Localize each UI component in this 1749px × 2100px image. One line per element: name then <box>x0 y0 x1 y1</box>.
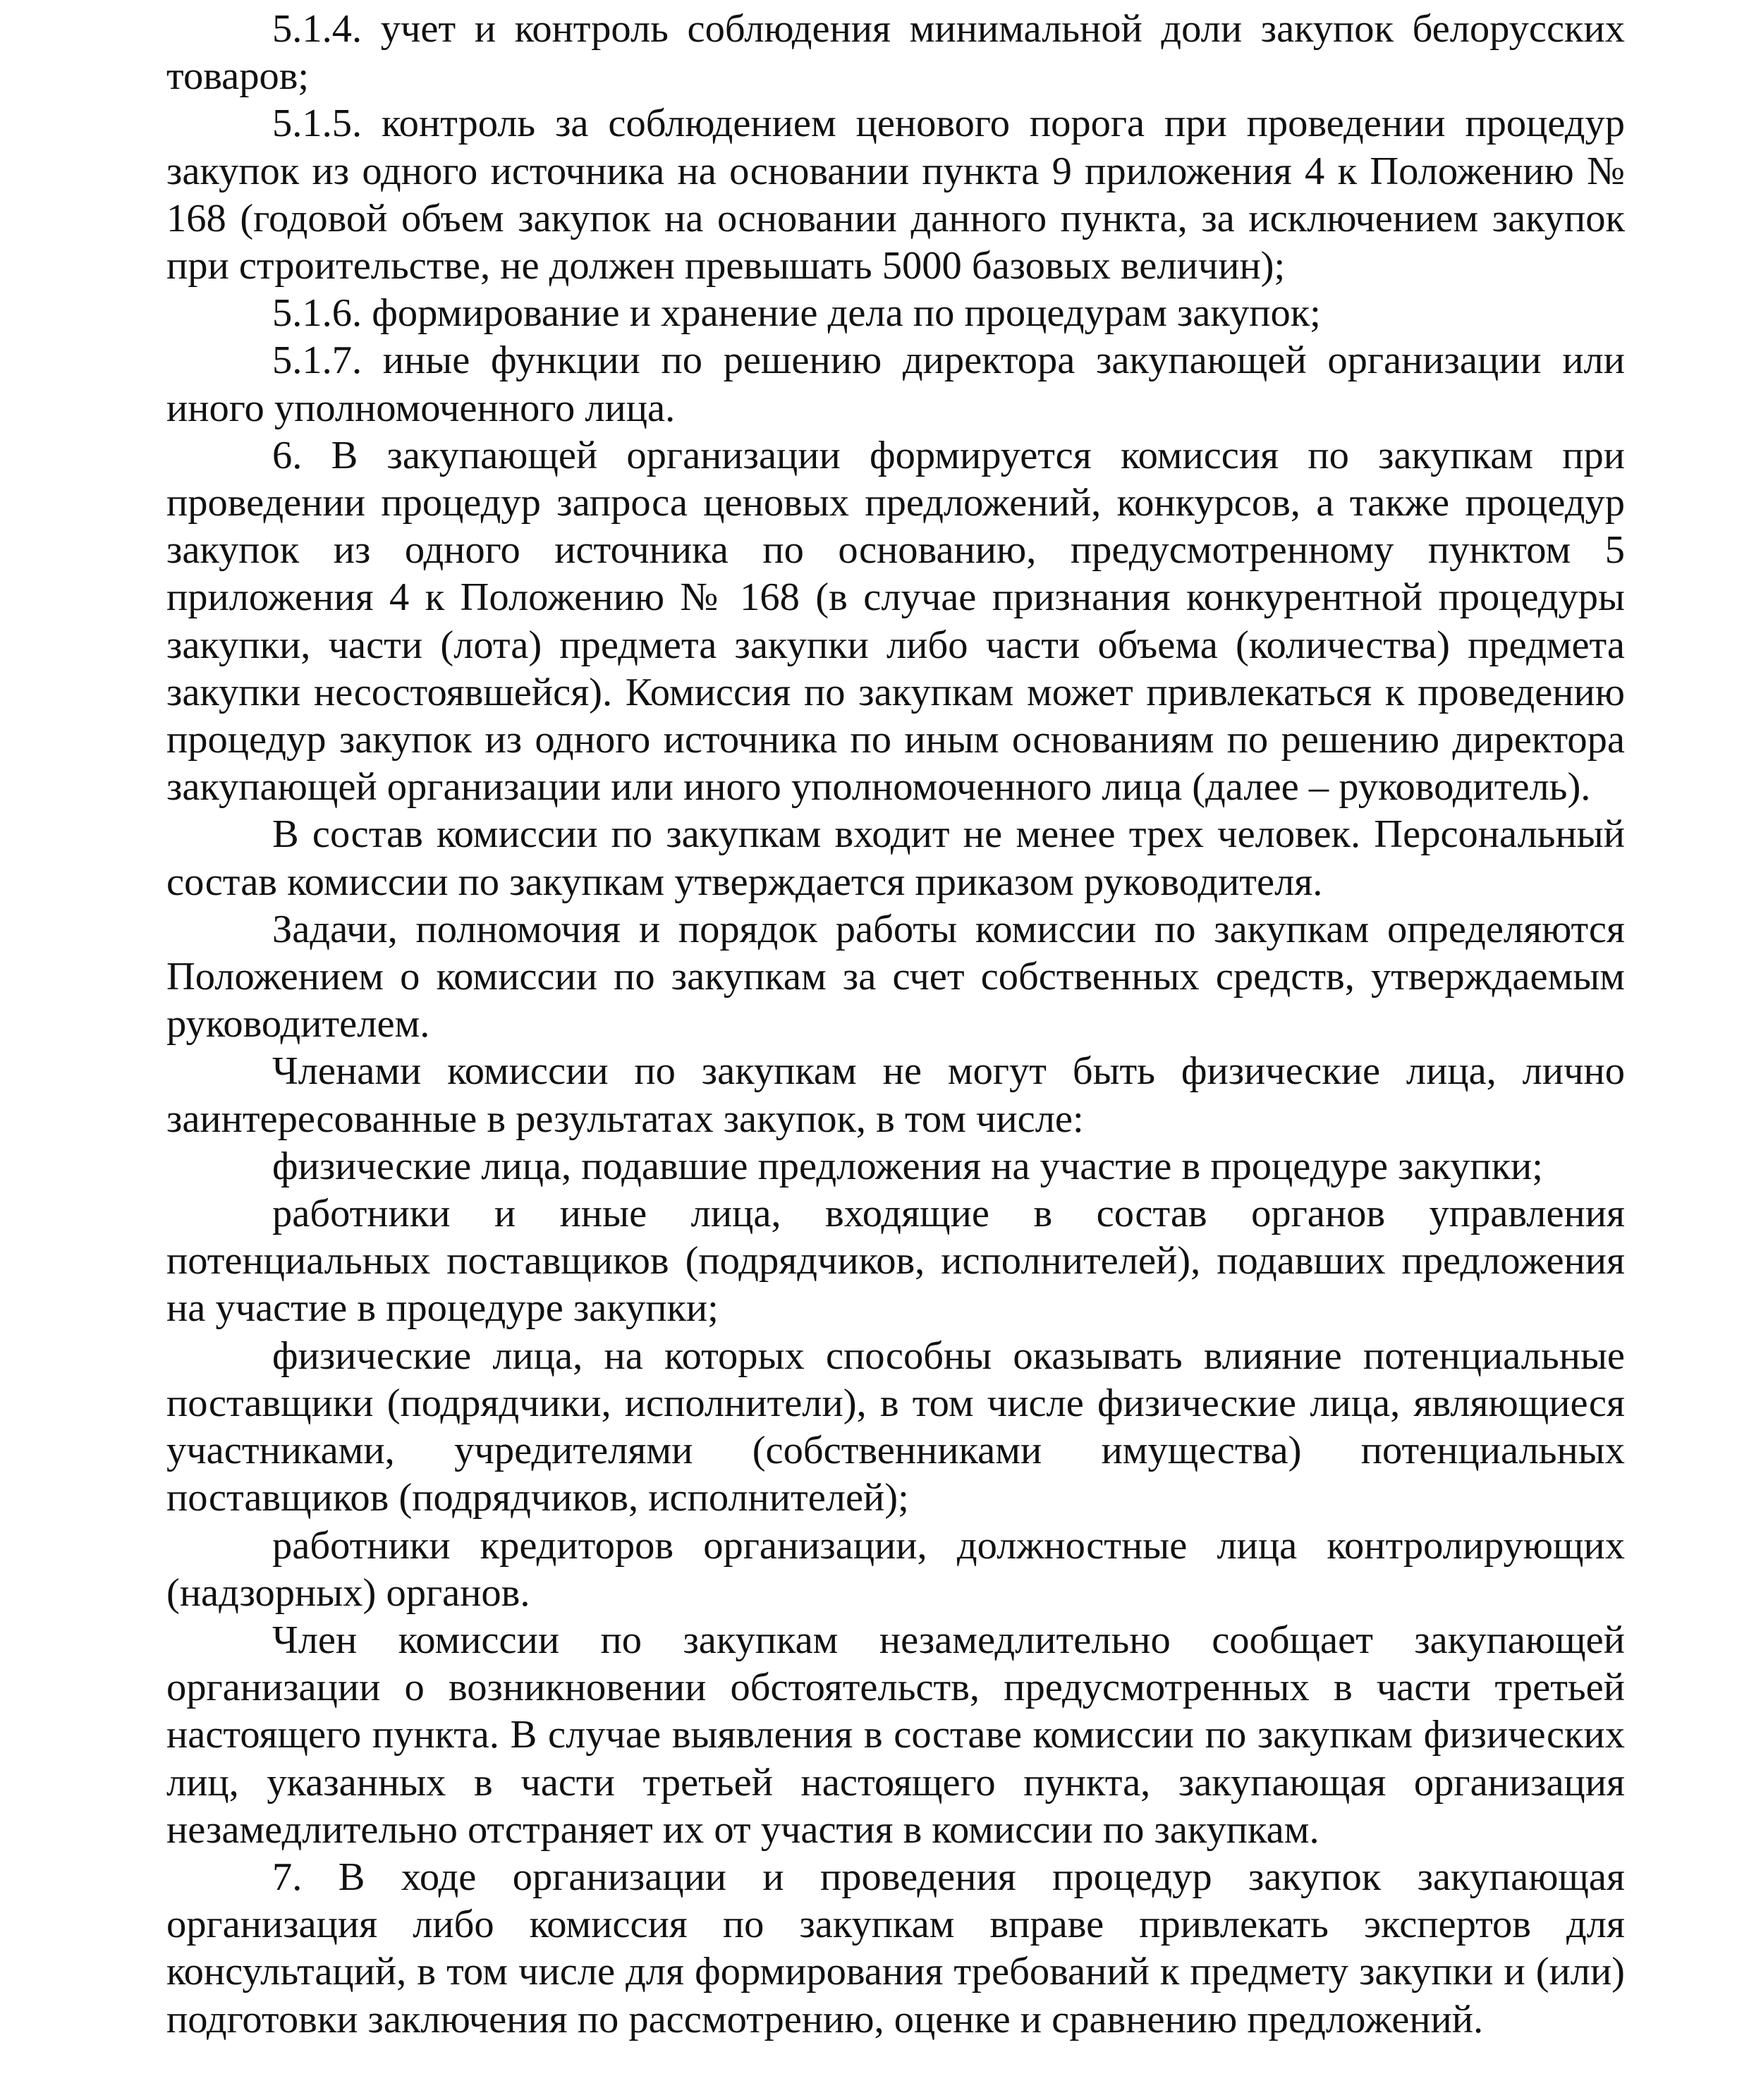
paragraph-6-exclusions: Членами комиссии по закупкам не могут быть физические лица, лично заинтересованные в результатах закупок, в том числе: <box>166 1049 1625 1141</box>
paragraph-6-tasks: Задачи, полномочия и порядок работы комиссии по закупкам определяются Положением о комиссии по закупкам за счет собственных средств, утверждаемым руководителем. <box>166 907 1625 1046</box>
paragraph-6: 6. В закупающей организации формируется комиссия по закупкам при проведении процедур запроса ценовых предложений, конкурсов, а также процедур закупок из одного источника по основанию, предусмотренному пунктом 5 приложения 4 к Положению № 168 (в случае признания конкурентной процедуры закупки, части (лота) предмета закупки либо части объема (количества) предмета закупки несостоявшейся). Комиссия по закупкам может привлекаться к проведению процедур закупок из одного источника по иным основаниям по решению директора закупающей организации или иного уполномоченного лица (далее – руководитель). <box>166 433 1625 810</box>
paragraph-7: 7. В ходе организации и проведения процедур закупок закупающая организация либо комиссия по закупкам вправе привлекать экспертов для консультаций, в том числе для формирования требований к предмету закупки и (или) подготовки заключения по рассмотрению, оценке и сравнению предложений. <box>166 1855 1625 2041</box>
paragraph-6-composition: В состав комиссии по закупкам входит не менее трех человек. Персональный состав комиссии по закупкам утверждается приказом руководителя. <box>166 812 1625 904</box>
paragraph-5-1-6: 5.1.6. формирование и хранение дела по процедурам закупок; <box>272 291 1321 336</box>
paragraph-5-1-5: 5.1.5. контроль за соблюдением ценового порога при проведении процедур закупок из одного источника на основании пункта 9 приложения 4 к Положению № 168 (годовой объем закупок на основании данного пункта, за исключением закупок при строительстве, не должен превышать 5000 базовых величин); <box>166 102 1625 288</box>
document-page <box>166 6 1625 2044</box>
paragraph-6-exclusion-a: физические лица, подавшие предложения на участие в процедуре закупки; <box>272 1144 1543 1188</box>
paragraph-5-1-4: 5.1.4. учет и контроль соблюдения минимальной доли закупок белорусских товаров; <box>166 7 1625 99</box>
paragraph-6-exclusion-b: работники и иные лица, входящие в состав органов управления потенциальных поставщиков (подрядчиков, исполнителей), подавших предложения на участие в процедуре закупки; <box>166 1192 1625 1331</box>
paragraph-6-notification: Член комиссии по закупкам незамедлительно сообщает закупающей организации о возникновении обстоятельств, предусмотренных в части третьей настоящего пункта. В случае выявления в составе комиссии по закупкам физических лиц, указанных в части третьей настоящего пункта, закупающая организация незамедлительно отстраняет их от участия в комиссии по закупкам. <box>166 1618 1625 1852</box>
paragraph-5-1-7: 5.1.7. иные функции по решению директора закупающей организации или иного уполномоченного лица. <box>166 338 1625 430</box>
paragraph-6-exclusion-c: физические лица, на которых способны оказывать влияние потенциальные поставщики (подрядчики, исполнители), в том числе физические лица, являющиеся участниками, учредителями (собственниками имущества) потенциальных поставщиков (подрядчиков, исполнителей); <box>166 1333 1625 1520</box>
paragraph-6-exclusion-d: работники кредиторов организации, должностные лица контролирующих (надзорных) органов. <box>166 1523 1625 1615</box>
